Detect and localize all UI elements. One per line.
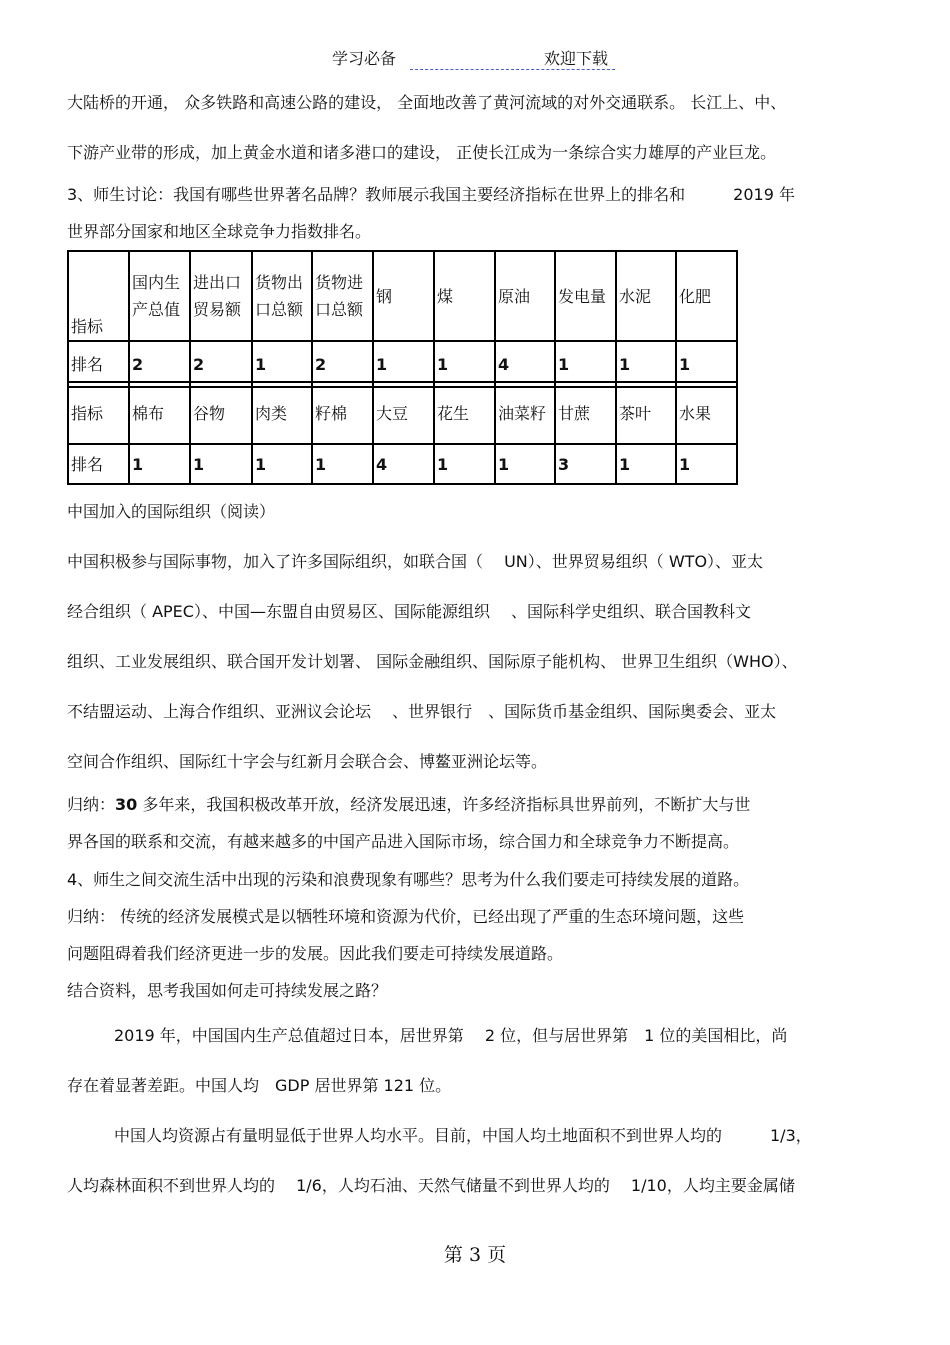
summary-text: 多年来，我国积极改革开放，经济发展迅速，许多经济指标具世界前列，不断扩大与世 [137, 795, 751, 814]
table-cell: 1 [312, 444, 373, 484]
discussion-line: 3、师生讨论：我国有哪些世界著名品牌？教师展示我国主要经济指标在世界上的排名和 2019 年 [67, 185, 795, 204]
summary-line [67, 794, 750, 816]
header-underline [410, 69, 615, 70]
table-cell: 2 [190, 341, 252, 387]
table-header-cell: 茶叶 [616, 382, 676, 444]
table-header-cell: 原油 [495, 251, 555, 341]
table-header-cell: 货物进口总额 [312, 251, 373, 341]
ranking-table-1 [67, 250, 738, 388]
table-header-cell: 钢 [373, 251, 434, 341]
table-cell: 1 [676, 341, 737, 387]
page-number: 第 3 页 [443, 1244, 507, 1266]
table-header-cell: 花生 [434, 382, 495, 444]
table-cell: 2 [312, 341, 373, 387]
table-cell: 1 [616, 444, 676, 484]
summary-bold-number: 30 [115, 795, 138, 814]
table-cell: 3 [555, 444, 616, 484]
paragraph-line: 大陆桥的开通， 众多铁路和高速公路的建设， 全面地改善了黄河流域的对外交通联系。 长江上、中、 [67, 93, 787, 112]
reading-line: 不结盟运动、上海合作组织、亚洲议会论坛 、世界银行 、国际货币基金组织、国际奥委会、亚太 [67, 702, 777, 721]
summary-line: 问题阻碍着我们经济更进一步的发展。因此我们要走可持续发展道路。 [67, 944, 564, 963]
table-header-cell: 货物出口总额 [252, 251, 312, 341]
table-header-cell: 籽棉 [312, 382, 373, 444]
material-line: 中国人均资源占有量明显低于世界人均水平。目前，中国人均土地面积不到世界人均的 1/3， [114, 1126, 812, 1145]
table-cell: 1 [129, 444, 190, 484]
reading-line: 经合组织（ APEC）、中国—东盟自由贸易区、国际能源组织 、国际科学史组织、联合国教科文 [67, 602, 752, 621]
table-cell: 1 [373, 341, 434, 387]
table-row-label: 排名 [68, 341, 129, 387]
table-cell: 2 [129, 341, 190, 387]
reading-line: 空间合作组织、国际红十字会与红新月会联合会、博鳌亚洲论坛等。 [67, 752, 548, 771]
table-cell: 1 [616, 341, 676, 387]
table-header-cell: 水泥 [616, 251, 676, 341]
table-header-cell: 指标 [68, 382, 129, 444]
header-left-text: 学习必备 [332, 49, 397, 68]
table-cell: 1 [252, 444, 312, 484]
table-cell: 1 [676, 444, 737, 484]
table-row-label: 排名 [68, 444, 129, 484]
table-header-cell: 指标 [68, 251, 129, 341]
table-header-cell: 煤 [434, 251, 495, 341]
material-line: 存在着显著差距。中国人均 GDP 居世界第 121 位。 [67, 1076, 452, 1095]
summary-line: 归纳： 传统的经济发展模式是以牺牲环境和资源为代价，已经出现了严重的生态环境问题，这些 [67, 907, 745, 926]
table-cell: 1 [555, 341, 616, 387]
reading-line: 中国积极参与国际事物，加入了许多国际组织，如联合国（ UN）、世界贸易组织（ WTO）、亚太 [67, 552, 764, 571]
material-line: 2019 年，中国国内生产总值超过日本，居世界第 2 位，但与居世界第 1 位的美国相比，尚 [114, 1026, 788, 1045]
summary-prefix: 归纳： [67, 795, 116, 814]
table-cell: 1 [434, 341, 495, 387]
discussion-line: 世界部分国家和地区全球竞争力指数排名。 [67, 222, 372, 241]
table-cell: 1 [495, 444, 555, 484]
header-right-text: 欢迎下载 [544, 49, 609, 68]
reading-title: 中国加入的国际组织（阅读） [67, 502, 276, 521]
material-line: 人均森林面积不到世界人均的 1/6，人均石油、天然气储量不到世界人均的 1/10，人均主要金属储 [67, 1176, 795, 1195]
table-header-cell: 棉布 [129, 382, 190, 444]
table-cell: 1 [190, 444, 252, 484]
table-header-cell: 进出口贸易额 [190, 251, 252, 341]
table-header-cell: 大豆 [373, 382, 434, 444]
table-header-cell: 化肥 [676, 251, 737, 341]
question-line: 4、师生之间交流生活中出现的污染和浪费现象有哪些？思考为什么我们要走可持续发展的道路。 [67, 870, 750, 889]
table-header-cell: 发电量 [555, 251, 616, 341]
table-header-cell: 国内生产总值 [129, 251, 190, 341]
table-cell: 1 [434, 444, 495, 484]
reading-line: 组织、工业发展组织、联合国开发计划署、 国际金融组织、国际原子能机构、 世界卫生组织（WHO）、 [67, 652, 798, 671]
table-cell: 1 [252, 341, 312, 387]
table-header-cell: 甘蔗 [555, 382, 616, 444]
table-header-cell: 水果 [676, 382, 737, 444]
table-header-cell: 谷物 [190, 382, 252, 444]
table-cell: 4 [495, 341, 555, 387]
ranking-table-2 [67, 381, 738, 485]
table-header-cell: 油菜籽 [495, 382, 555, 444]
paragraph-line: 下游产业带的形成，加上黄金水道和诸多港口的建设， 正使长江成为一条综合实力雄厚的产业巨龙。 [67, 143, 777, 162]
table-cell: 4 [373, 444, 434, 484]
think-line: 结合资料，思考我国如何走可持续发展之路？ [67, 981, 388, 1000]
summary-line: 界各国的联系和交流，有越来越多的中国产品进入国际市场，综合国力和全球竞争力不断提高。 [67, 832, 740, 851]
table-header-cell: 肉类 [252, 382, 312, 444]
